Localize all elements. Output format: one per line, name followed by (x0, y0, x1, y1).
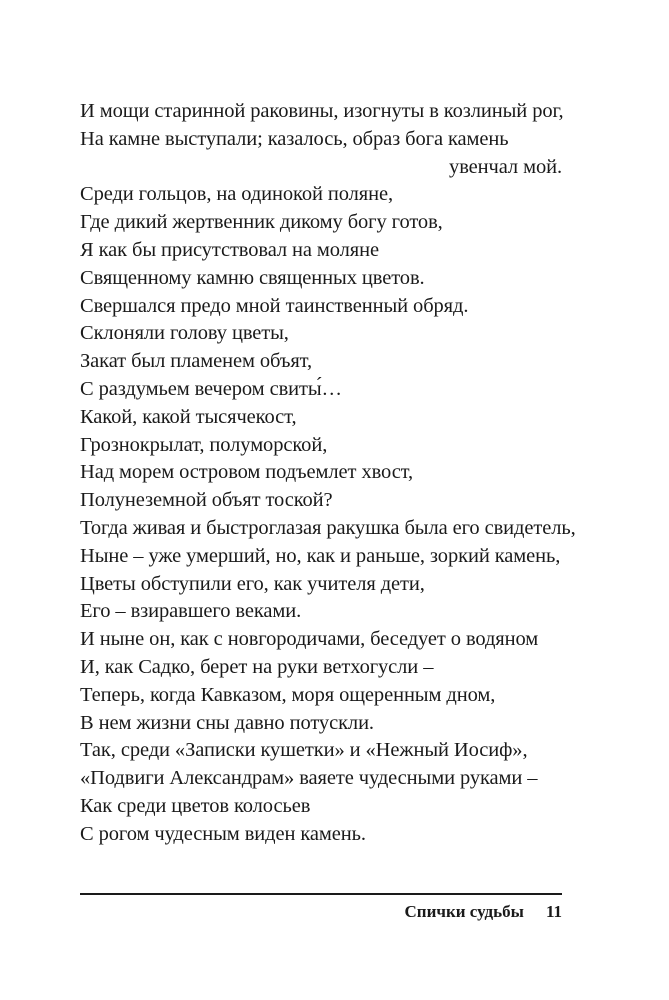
poem-line: Цветы обступили его, как учителя дети, (80, 572, 425, 595)
poem-line: И, как Садко, берет на руки ветхогусли – (80, 655, 434, 678)
poem-line: Полунеземной объят тоской? (80, 489, 333, 512)
poem-line: Теперь, когда Кавказом, моря ощеренным дном, (80, 683, 496, 706)
poem-line: И ныне он, как с новгородичами, беседует о водяном (80, 628, 539, 651)
poem-line: Склоняли голову цветы, (80, 322, 289, 345)
poem-line: И мощи старинной раковины, изогнуты в козлиный рог, (80, 100, 564, 122)
poem-line: «Подвиги Александрам» ваяете чудесными руками – (80, 767, 538, 790)
poem-line: Тогда живая и быстроглазая ракушка была его свидетель, (80, 516, 576, 539)
poem-line: Как среди цветов колосьев (80, 794, 311, 817)
poem-line: Грознокрылат, полуморской, (80, 433, 328, 456)
page-footer (80, 902, 562, 922)
poem-line: С раздумьем вечером свиты́… (80, 377, 342, 400)
poem-line: С рогом чудесным виден камень. (80, 822, 366, 845)
poem-line: Так, среди «Записки кушетки» и «Нежный Иосиф», (80, 739, 528, 762)
poem-line: Закат был пламенем объят, (80, 350, 313, 373)
poem-text (80, 98, 576, 849)
poem-line: Где дикий жертвенник дикому богу готов, (80, 211, 443, 234)
page-number: 11 (545, 902, 562, 921)
poem-line: Я как бы присутствовал на моляне (80, 238, 380, 261)
footer-rule (80, 893, 562, 895)
running-title: Спички судьбы (404, 902, 524, 921)
poem-line: Свершался предо мной таинственный обряд. (80, 294, 469, 317)
poem-line: Ныне – уже умерший, но, как и раньше, зоркий камень, (80, 544, 561, 567)
poem-line: Над морем островом подъемлет хвост, (80, 461, 414, 484)
poem-line: Среди гольцов, на одинокой поляне, (80, 183, 394, 206)
poem-line: Какой, какой тысячекост, (80, 405, 297, 428)
poem-line: В нем жизни сны давно потускли. (80, 711, 374, 734)
poem-line: Его – взиравшего веками. (80, 600, 302, 623)
poem-line: увенчал мой. (449, 155, 562, 178)
poem-line: На камне выступали; казалось, образ бога камень (80, 127, 509, 150)
poem-line: Священному камню священных цветов. (80, 266, 425, 289)
